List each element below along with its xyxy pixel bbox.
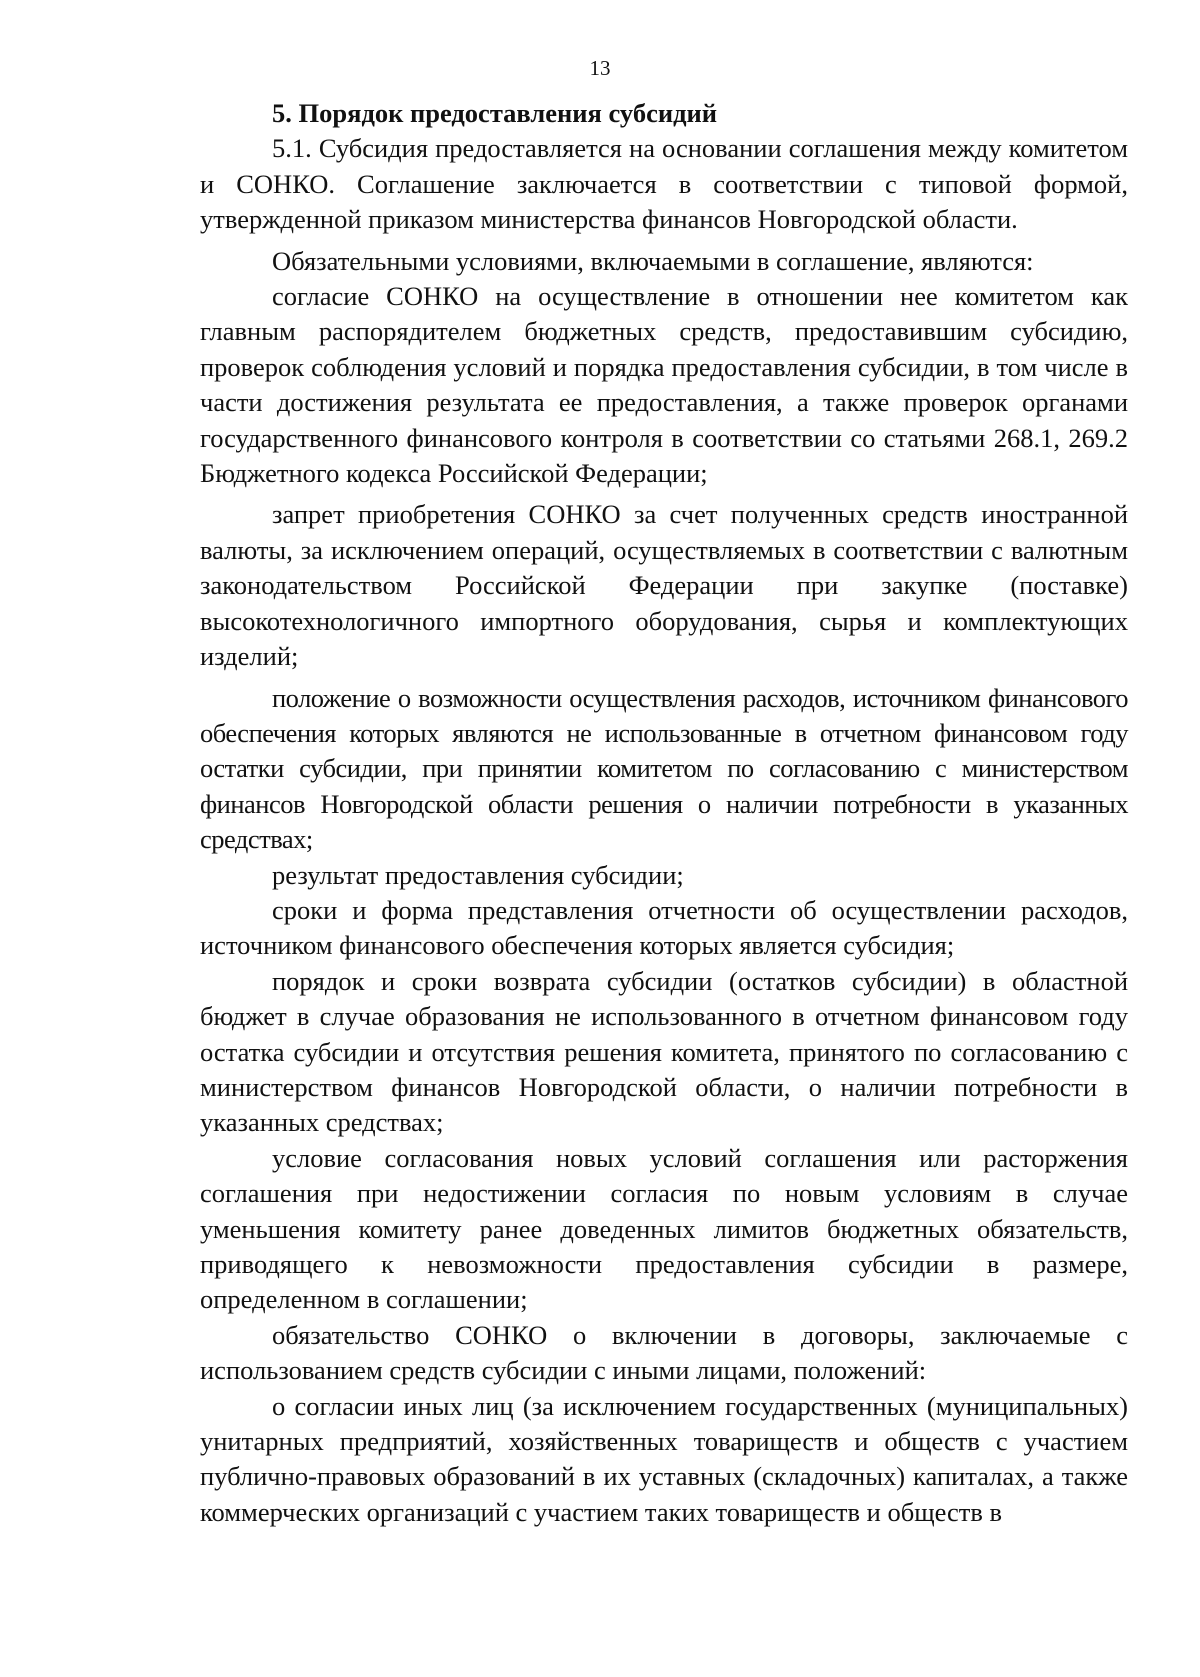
page-number: 13 bbox=[589, 56, 611, 80]
paragraph-unused-balances: положение о возможности осуществления расходов, источником финансового обеспечения которых являются не использованные в отчетном финансовом году остатки субсидии, при принятии комитетом по согласованию с министерством финансов Новгородской области решения о наличии потребности в указанных средствах; bbox=[200, 682, 1128, 855]
paragraph-return-order: порядок и сроки возврата субсидии (остатков субсидии) в областной бюджет в случае образования не использованного в отчетном финансовом году остатка субсидии и отсутствия решения комитета, принятого по согласованию с министерством финансов Новгородской области, о наличии потребности в указанных средствах; bbox=[200, 965, 1128, 1138]
paragraph-conditions-intro: Обязательными условиями, включаемыми в соглашение, являются: bbox=[272, 245, 1034, 276]
section-title: 5. Порядок предоставления субсидий bbox=[272, 98, 718, 128]
paragraph-consent-inspections: согласие СОНКО на осуществление в отношении нее комитетом как главным распорядителем бюджетных средств, предоставившим субсидию, проверок соблюдения условий и порядка предоставления субсидии, в том числе в части достижения результата ее предоставления, а также проверок органами государственного финансового контроля в соответствии со статьями 268.1, 269.2 Бюджетного кодекса Российской Федерации; bbox=[200, 281, 1128, 489]
paragraph-5-1: 5.1. Субсидия предоставляется на основании соглашения между комитетом и СОНКО. Соглашение заключается в соответствии с типовой формой, утвержденной приказом министерства финансов Новгородской области. bbox=[200, 133, 1128, 235]
paragraph-sonko-obligation: обязательство СОНКО о включении в договоры, заключаемые с использованием средств субсидии с иными лицами, положений: bbox=[200, 1319, 1128, 1386]
paragraph-consent-others: о согласии иных лиц (за исключением государственных (муниципальных) унитарных предприятий, хозяйственных товариществ и обществ с участием публично-правовых образований в их уставных (складочных) капиталах, а также коммерческих организаций с участием таких товариществ и обществ в bbox=[200, 1390, 1128, 1527]
paragraph-currency-ban: запрет приобретения СОНКО за счет полученных средств иностранной валюты, за исключением операций, осуществляемых в соответствии с валютным законодательством Российской Федерации при закупке (поставке) высокотехнологичного импортного оборудования, сырья и комплектующих изделий; bbox=[200, 499, 1128, 672]
paragraph-reporting: сроки и форма представления отчетности об осуществлении расходов, источником финансового обеспечения которых является субсидия; bbox=[200, 894, 1128, 961]
paragraph-new-conditions: условие согласования новых условий соглашения или расторжения соглашения при недостижении согласия по новым условиям в случае уменьшения комитету ранее доведенных лимитов бюджетных обязательств, приводящего к невозможности предоставления субсидии в размере, определенном в соглашении; bbox=[200, 1142, 1128, 1315]
paragraph-result: результат предоставления субсидии; bbox=[272, 859, 684, 890]
document-body bbox=[200, 96, 1128, 1530]
